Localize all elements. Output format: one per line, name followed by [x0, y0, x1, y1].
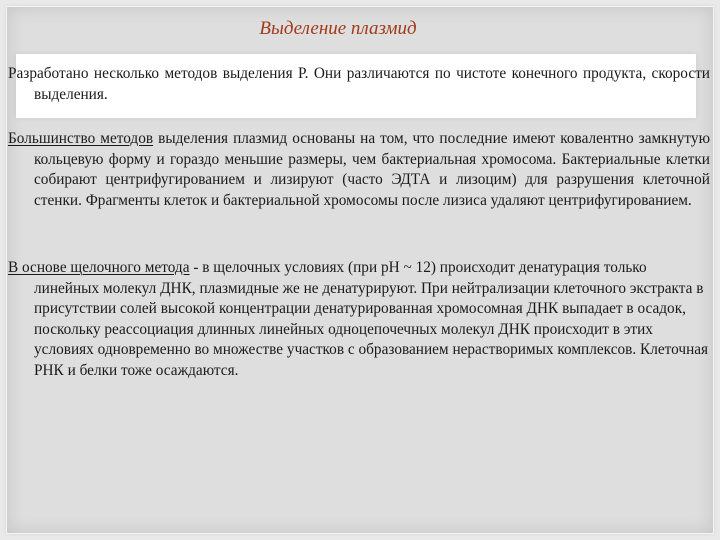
- paragraph-alkaline-text: - в щелочных условиях (при pH ~ 12) происходит денатурация только линейных молекул ДНК, плазмидные же не денатурируют. При нейтрализации клеточного экстракта в присутствии солей высокой концентрации денатурированная хромосомная ДНК выпадает в осадок, поскольку реассоциация длинных линейных одноцепочечных молекул ДНК происходит в этих условиях одновременно во множестве участков с образованием нерастворимых комплексов. Клеточная РНК и белки тоже осаждаются.: [34, 259, 709, 379]
- paragraph-methods-underlined: Большинство методов: [8, 130, 154, 147]
- paragraph-methods-text: выделения плазмид основаны на том, что последние имеют ковалентно замкнутую кольцевую форму и гораздо меньшие размеры, чем бактериальная хромосома. Бактериальные клетки собирают центрифугированием и лизируют (часто ЭДТА и лизоцим) для разрушения клеточной стенки. Фрагменты клеток и бактериальной хромосомы после лизиса удаляют центрифугированием.: [34, 130, 710, 209]
- paragraph-methods: [8, 129, 710, 211]
- paragraph-intro: Разработано несколько методов выделения Р. Они различаются по чистоте конечного продукта, скорости выделения.: [8, 65, 710, 103]
- slide-title: Выделение плазмид: [259, 18, 417, 39]
- paragraph-alkaline-underlined: В основе щелочного метода: [8, 259, 190, 276]
- paragraph-alkaline-method: [8, 258, 710, 381]
